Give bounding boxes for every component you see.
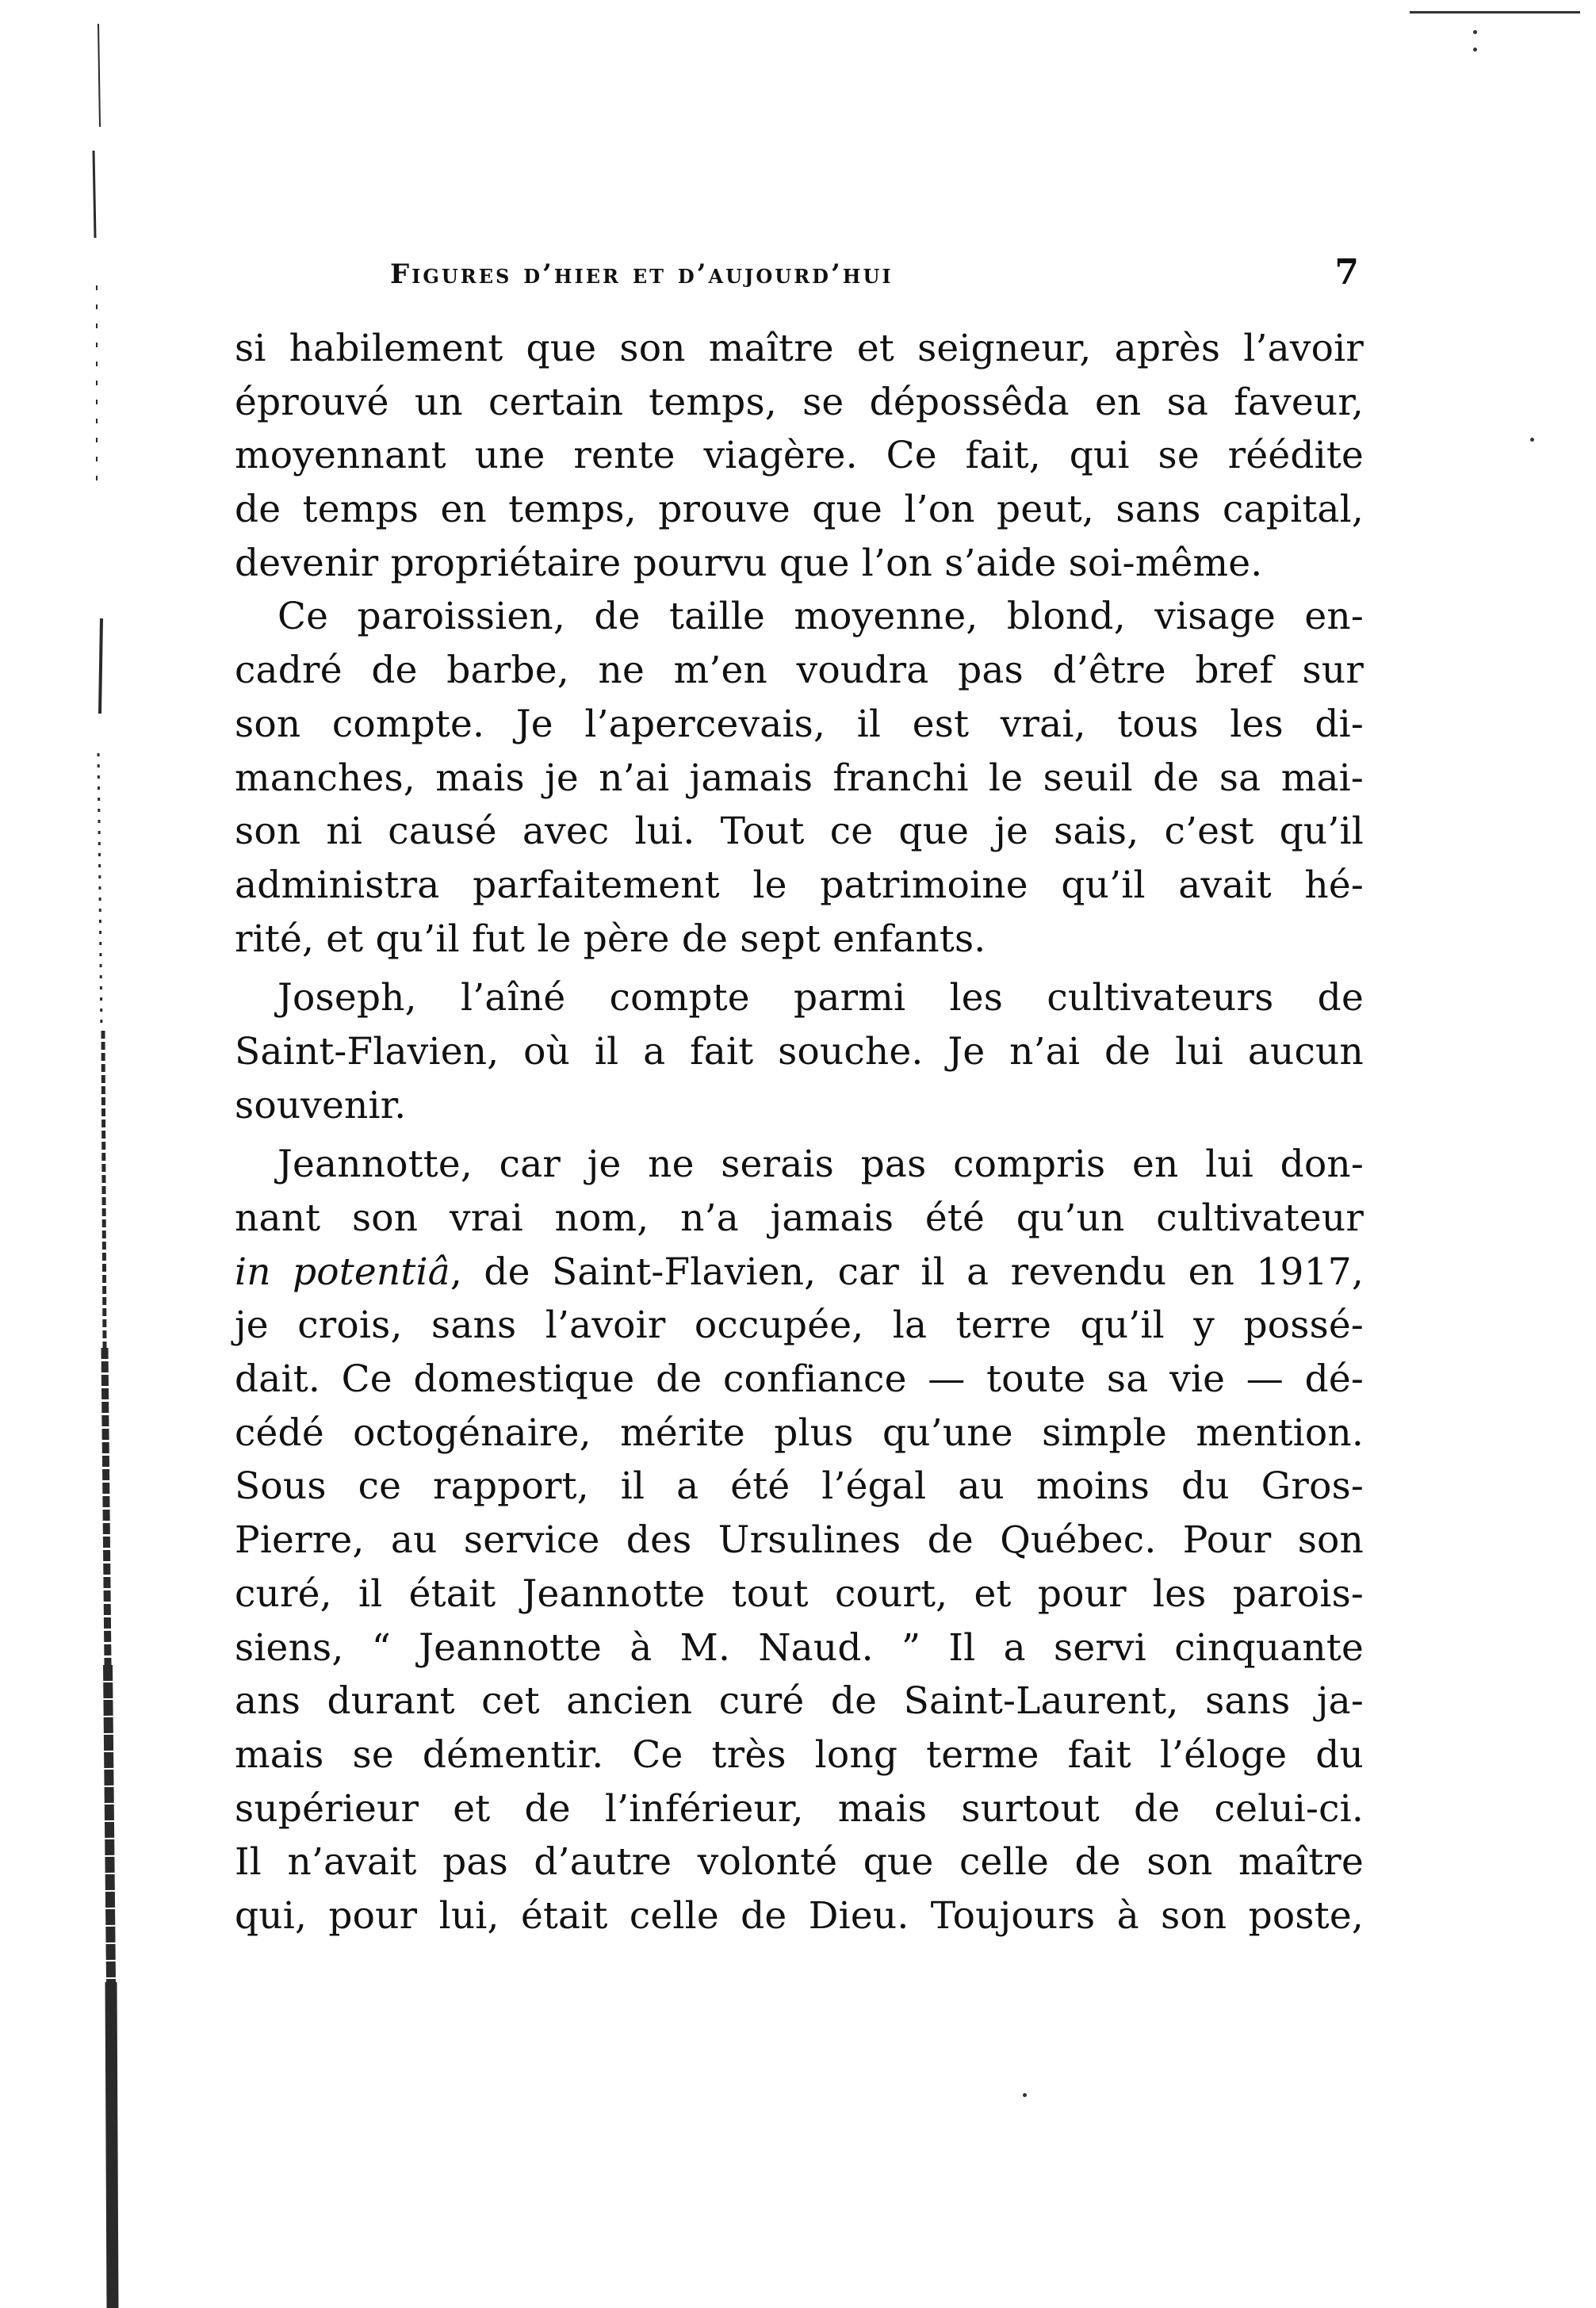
paragraph: [235, 590, 1364, 966]
text-line: Sous ce rapport, il a été l’égal au moins du Gros-: [235, 1464, 1364, 1509]
text-line: nant son vrai nom, n’a jamais été qu’un cultivateur: [235, 1196, 1364, 1240]
text-line: moyennant une rente viagère. Ce fait, qui se réédite: [235, 434, 1364, 478]
text-line: Ce paroissien, de taille moyenne, blond, visage en-: [277, 595, 1364, 639]
text-line: mais se démentir. Ce très long terme fait l’éloge du: [235, 1732, 1364, 1777]
text-line: Jeannotte, car je ne serais pas compris en lui don-: [277, 1143, 1364, 1187]
paragraph: [235, 971, 1364, 1132]
text-line: administra parfaitement le patrimoine qu’il avait hé-: [235, 863, 1364, 907]
text-line: supérieur et de l’inférieur, mais surtout de celui-ci.: [235, 1786, 1364, 1831]
text-line: éprouvé un certain temps, se dépossêda en sa faveur,: [235, 380, 1364, 424]
text-line: son ni causé avec lui. Tout ce que je sais, c’est qu’il: [235, 810, 1364, 854]
text-line: Saint-Flavien, où il a fait souche. Je n’ai de lui aucun: [235, 1029, 1364, 1074]
text-line: ans durant cet ancien curé de Saint-Laurent, sans ja-: [235, 1679, 1364, 1724]
text-line: souvenir.: [235, 1083, 407, 1127]
speck: [1023, 2093, 1027, 2097]
text-line: manches, mais je n’ai jamais franchi le seuil de sa mai-: [235, 756, 1364, 800]
text-line: de temps en temps, prouve que l’on peut, sans capital,: [235, 488, 1364, 532]
text-line: dait. Ce domestique de confiance — toute sa vie — dé-: [235, 1357, 1364, 1402]
speck: [1530, 438, 1534, 442]
text-line: son compte. Je l’apercevais, il est vrai, tous les di-: [235, 702, 1364, 746]
text-line: Pierre, au service des Ursulines de Québec. Pour son: [235, 1518, 1364, 1563]
top-rule: [1410, 11, 1580, 13]
text-line: Joseph, l’aîné compte parmi les cultivateurs de: [277, 976, 1364, 1020]
text-line: je crois, sans l’avoir occupée, la terre qu’il y possé-: [235, 1303, 1364, 1348]
running-head: [235, 252, 1364, 303]
text-line-italic-start: [235, 1246, 1364, 1299]
speck: [1473, 30, 1477, 34]
line-remainder: , de Saint-Flavien, car il a revendu en 1917,: [450, 1250, 1364, 1294]
scan-edge-noise: [70, 0, 125, 2308]
page-number: 7: [1334, 252, 1359, 293]
running-title: Figures d’hier et d’aujourd’hui: [390, 258, 894, 290]
book-page: [235, 252, 1364, 1943]
text-line: siens, “ Jeannotte à M. Naud. ” Il a servi cinquante: [235, 1625, 1364, 1670]
text-line: si habilement que son maître et seigneur, après l’avoir: [235, 327, 1364, 370]
text-line: rité, et qu’il fut le père de sept enfants.: [235, 917, 986, 961]
text-line: cédé octogénaire, mérite plus qu’une simple mention.: [235, 1410, 1364, 1455]
text-line: curé, il était Jeannotte tout court, et pour les parois-: [235, 1571, 1364, 1616]
text-line: qui, pour lui, était celle de Dieu. Toujours à son poste,: [235, 1893, 1364, 1938]
speck: [1473, 48, 1477, 52]
paragraph: [235, 322, 1364, 590]
body-text: [235, 322, 1364, 1943]
text-line: Il n’avait pas d’autre volonté que celle de son maître: [235, 1840, 1364, 1885]
paragraph: [235, 1138, 1364, 1942]
text-line: cadré de barbe, ne m’en voudra pas d’être bref sur: [235, 649, 1364, 693]
italic-phrase: in potentiâ: [235, 1250, 450, 1294]
text-line: devenir propriétaire pourvu que l’on s’aide soi-même.: [235, 541, 1263, 585]
